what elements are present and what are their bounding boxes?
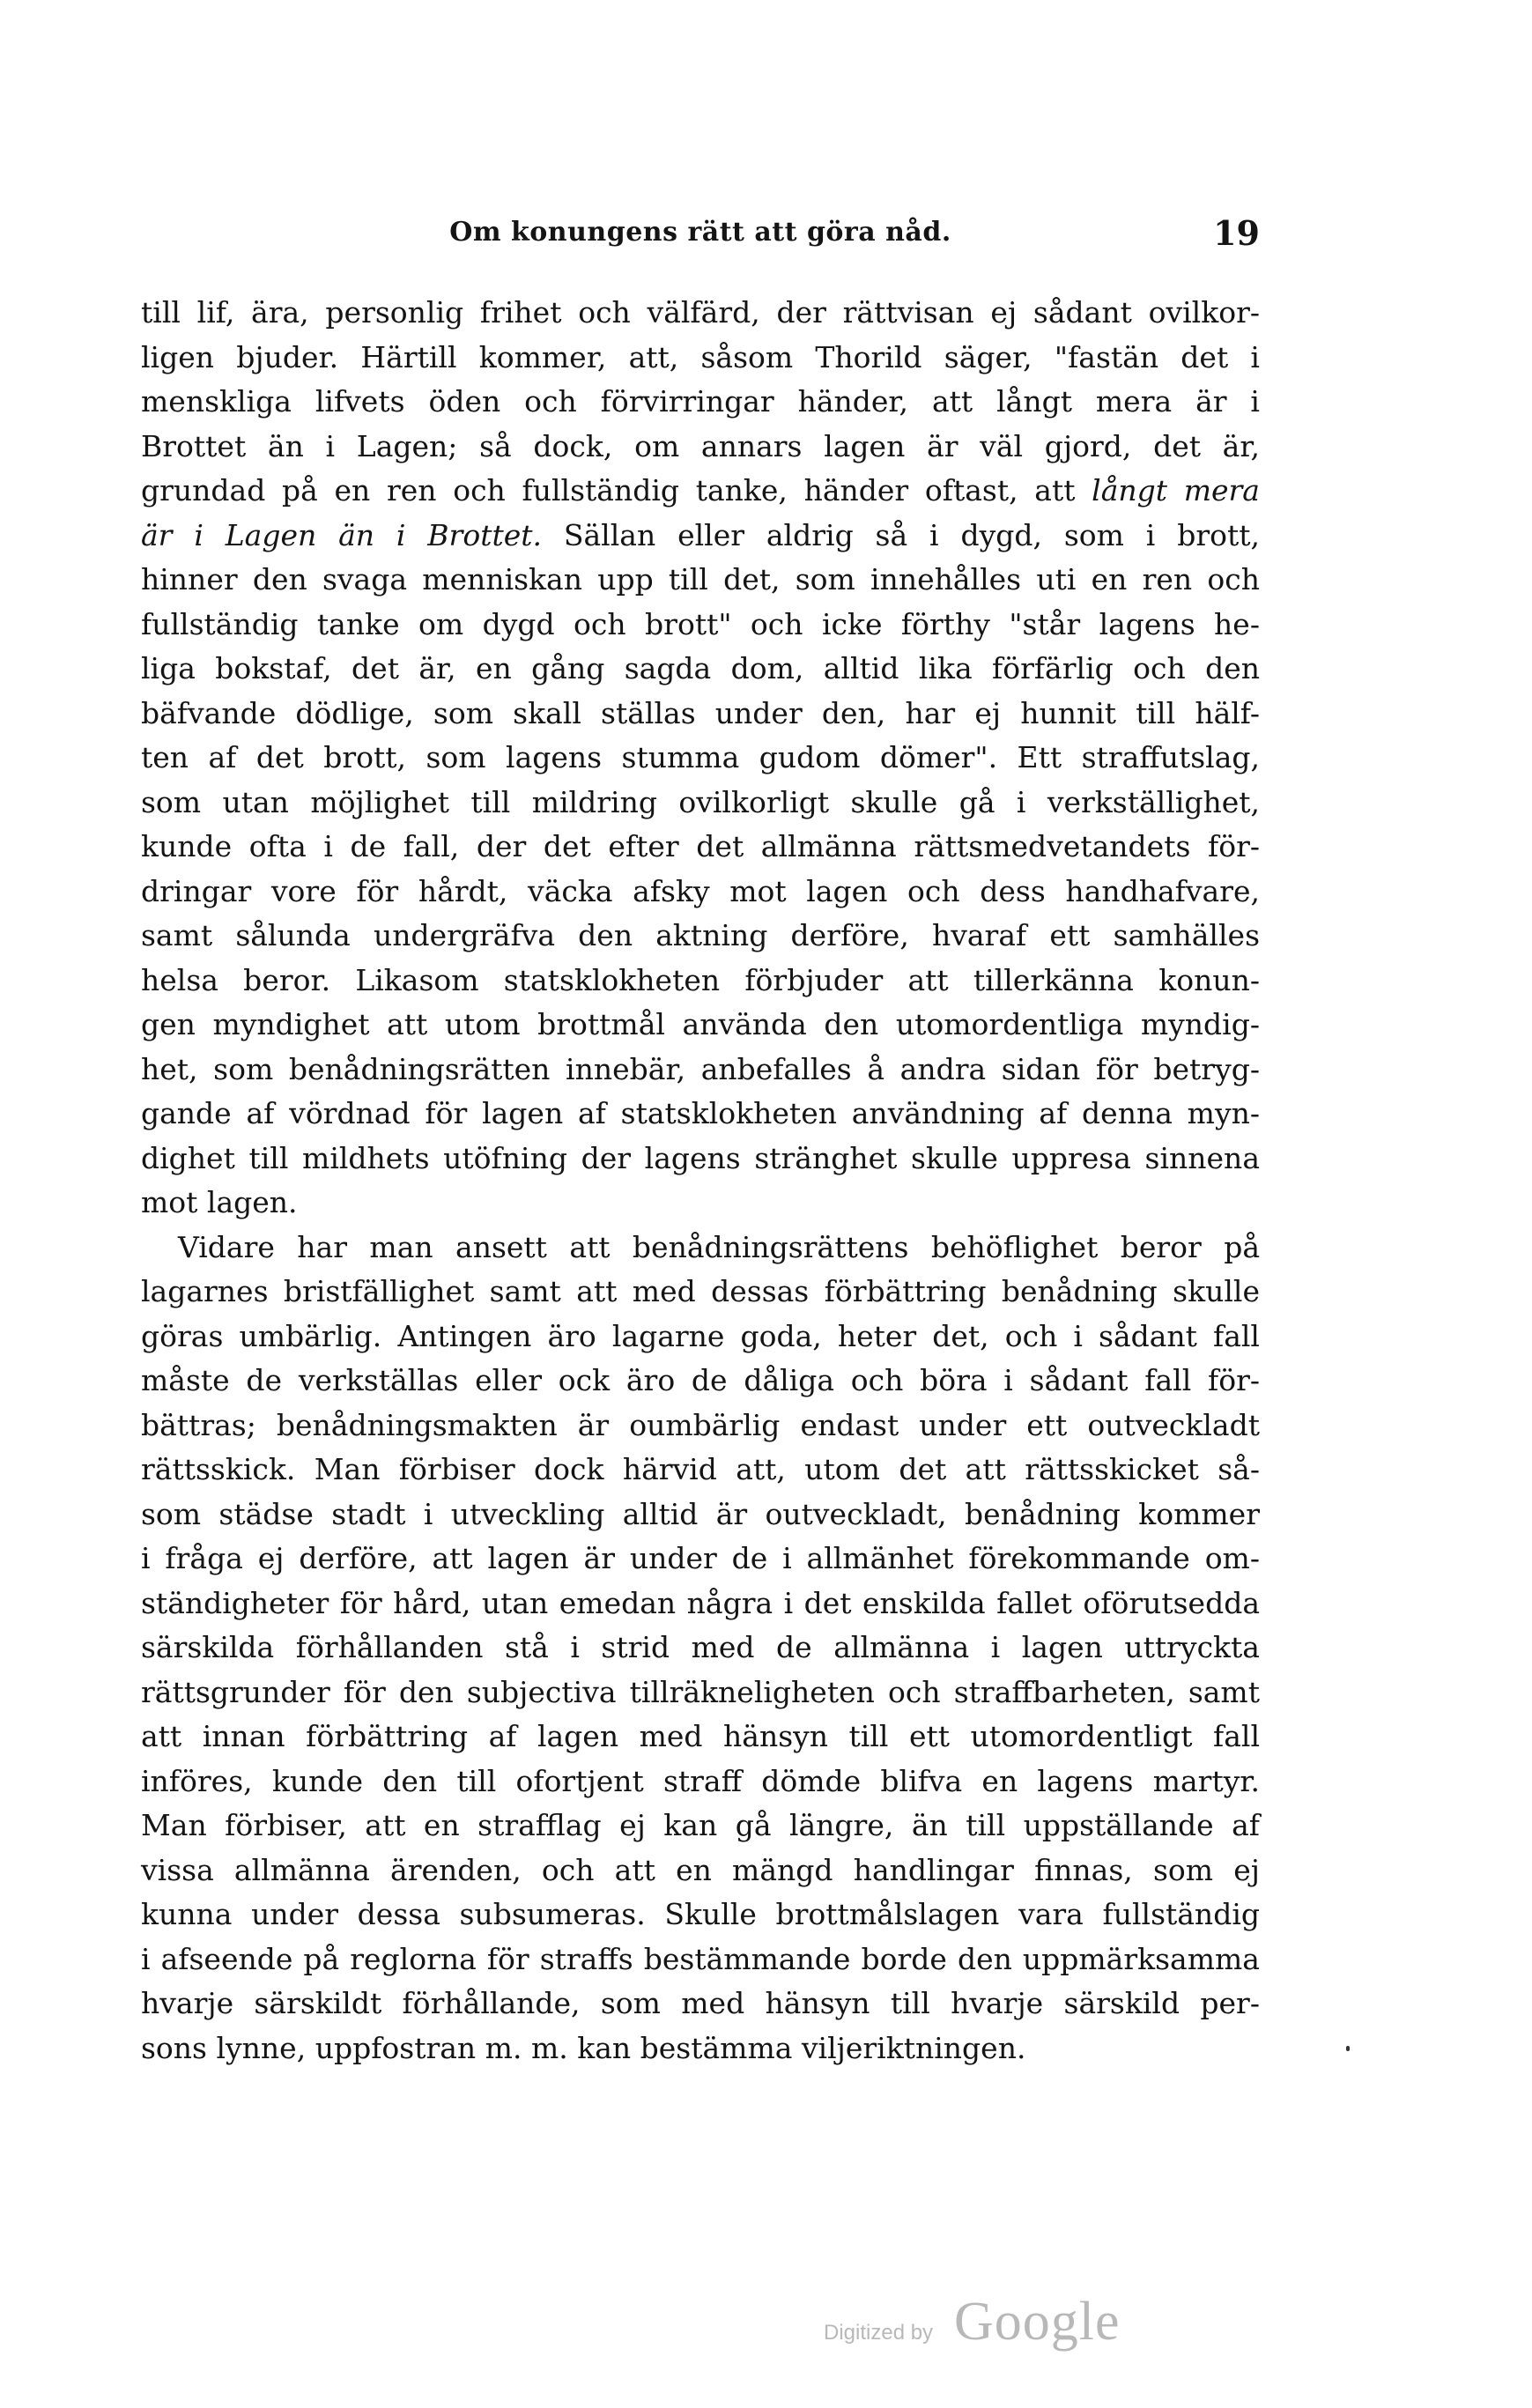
- text-fragment: Sällan eller aldrig så i dygd, som i brott,: [563, 517, 1260, 552]
- text-line: som utan möjlighet till mildring ovilkorligt skulle gå i verkställighet,: [141, 784, 1260, 819]
- text-line: vissa allmänna ärenden, och att en mängd handlingar finnas, som ej: [141, 1852, 1260, 1887]
- text-line: till lif, ära, personlig frihet och välfärd, der rättvisan ej sådant ovilkor-: [141, 295, 1260, 330]
- page-header: [141, 213, 1260, 270]
- paragraph-end-line: sons lynne, uppfostran m. m. kan bestämma viljeriktningen.: [141, 2030, 1026, 2065]
- text-line: i afseende på reglorna för straffs bestämmande borde den uppmärksamma: [141, 1941, 1260, 1976]
- text-line: hvarje särskildt förhållande, som med hänsyn till hvarje särskild per-: [141, 1986, 1260, 2020]
- text-line: som städse stadt i utveckling alltid är outveckladt, benådning kommer: [141, 1496, 1260, 1531]
- text-line: rättsgrunder för den subjectiva tillräkneligheten och straffbarheten, samt: [141, 1674, 1260, 1709]
- text-line: särskilda förhållanden stå i strid med de allmänna i lagen uttryckta: [141, 1630, 1260, 1664]
- text-line-mixed: [141, 514, 1260, 559]
- ink-speck: [1346, 2046, 1350, 2051]
- text-line: rättsskick. Man förbiser dock härvid att, utom det att rättsskicket så-: [141, 1452, 1260, 1486]
- text-line: samt sålunda undergräfva den aktning derföre, hvaraf ett samhälles: [141, 918, 1260, 952]
- text-line: hinner den svaga menniskan upp till det, som innehålles uti en ren och: [141, 562, 1260, 596]
- text-line: ligen bjuder. Härtill kommer, att, såsom Thorild säger, "fastän det i: [141, 339, 1260, 374]
- text-line: Man förbiser, att en strafflag ej kan gå längre, än till uppställande af: [141, 1808, 1260, 1842]
- running-title: Om konungens rätt att göra nåd.: [449, 217, 951, 248]
- text-line: bäfvande dödlige, som skall ställas under den, har ej hunnit till hälf-: [141, 695, 1260, 730]
- text-line: i fråga ej derföre, att lagen är under de i allmänhet förekommande om-: [141, 1541, 1260, 1575]
- text-line: liga bokstaf, det är, en gång sagda dom, alltid lika förfärlig och den: [141, 651, 1260, 685]
- text-line: måste de verkställas eller ock äro de dåliga och böra i sådant fall för-: [141, 1363, 1260, 1397]
- text-line: ten af det brott, som lagens stumma gudom dömer". Ett straffutslag,: [141, 740, 1260, 774]
- text-line: dringar vore för hårdt, väcka afsky mot lagen och dess handhafvare,: [141, 873, 1260, 908]
- text-line: att innan förbättring af lagen med hänsyn till ett utomordentligt fall: [141, 1719, 1260, 1753]
- text-line-mixed: [141, 469, 1260, 514]
- text-line: helsa beror. Likasom statsklokheten förbjuder att tillerkänna konun-: [141, 962, 1260, 997]
- text-line: kunna under dessa subsumeras. Skulle brottmålslagen vara fullständig: [141, 1897, 1260, 1931]
- text-fragment: grundad på en ren och fullständig tanke, händer oftast, att: [141, 473, 1076, 508]
- watermark-caption: Digitized by: [824, 2321, 934, 2345]
- text-line: Brottet än i Lagen; så dock, om annars lagen är väl gjord, det är,: [141, 428, 1260, 463]
- italic-fragment: är i Lagen än i Brottet.: [141, 517, 543, 552]
- text-line: menskliga lifvets öden och förvirringar händer, att långt mera är i: [141, 384, 1260, 419]
- paragraph-start-line: Vidare har man ansett att benådningsrättens behöflighet beror på: [178, 1229, 1260, 1264]
- italic-fragment: långt mera: [1092, 473, 1260, 508]
- text-line: lagarnes bristfällighet samt att med dessas förbättring benådning skulle: [141, 1274, 1260, 1308]
- text-line: kunde ofta i de fall, der det efter det allmänna rättsmedvetandets för-: [141, 829, 1260, 863]
- text-line: dighet till mildhets utöfning der lagens stränghet skulle uppresa sinnena: [141, 1140, 1260, 1175]
- text-line: fullständig tanke om dygd och brott" och icke förthy "står lagens he-: [141, 606, 1260, 641]
- text-line: het, som benådningsrätten innebär, anbefalles å andra sidan för betryg-: [141, 1051, 1260, 1086]
- text-line: ständigheter för hård, utan emedan några i det enskilda fallet oförutsedda: [141, 1585, 1260, 1620]
- text-line: bättras; benådningsmakten är oumbärlig endast under ett outveckladt: [141, 1407, 1260, 1442]
- text-line: gande af vördnad för lagen af statsklokheten användning af denna myn-: [141, 1096, 1260, 1130]
- page-number: 19: [1213, 213, 1260, 253]
- digitized-by-google-watermark: [824, 2291, 1176, 2352]
- google-logo-text: Google: [954, 2292, 1121, 2352]
- text-line: införes, kunde den till ofortjent straff dömde blifva en lagens martyr.: [141, 1763, 1260, 1798]
- body-text: [141, 291, 1260, 2071]
- paragraph-end-line: mot lagen.: [141, 1185, 298, 1219]
- text-line: gen myndighet att utom brottmål använda den utomordentliga myndig-: [141, 1007, 1260, 1041]
- text-line: göras umbärlig. Antingen äro lagarne goda, heter det, och i sådant fall: [141, 1318, 1260, 1353]
